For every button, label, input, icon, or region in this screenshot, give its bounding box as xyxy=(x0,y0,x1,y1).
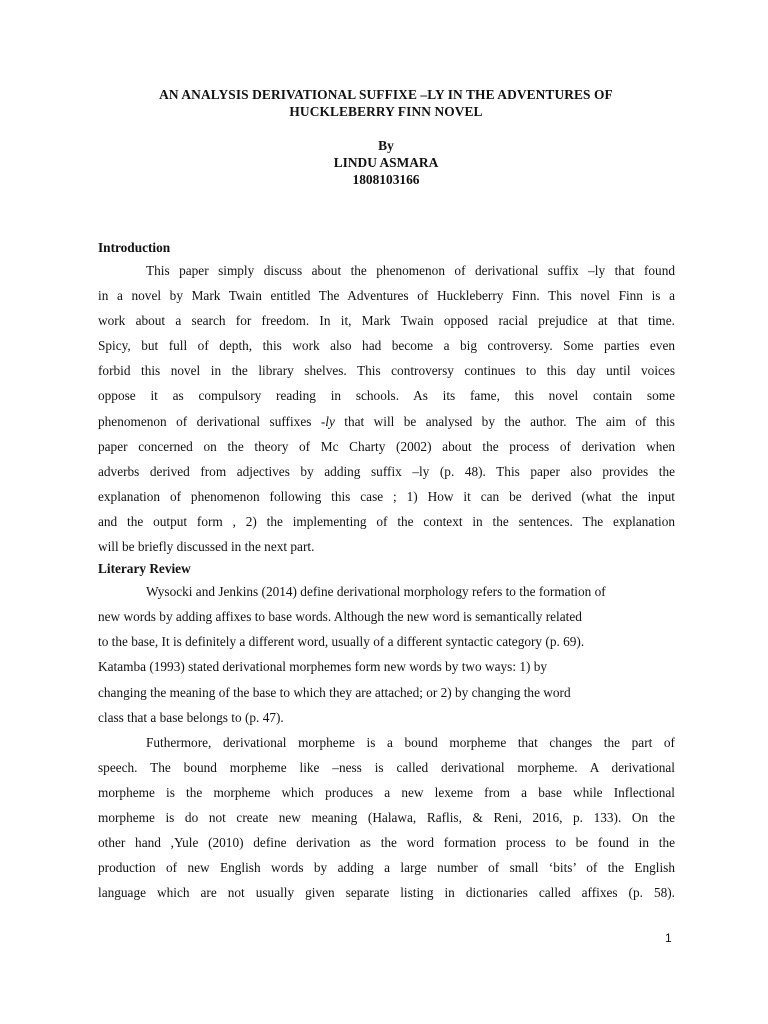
paragraph-line: speech. The bound morpheme like –ness is called derivational morpheme. A derivational xyxy=(98,759,675,775)
paragraph-line: This paper simply discuss about the phenomenon of derivational suffix –ly that found xyxy=(146,263,675,278)
paragraph-line: language which are not usually given separate listing in dictionaries called affixes (p. 58). xyxy=(98,885,675,901)
line-text: that will be analysed by the author. The aim of this xyxy=(334,413,675,429)
paragraph-line: new words by adding affixes to base words. Although the new word is semantically related xyxy=(98,609,582,625)
paragraph-line: morpheme is the morpheme which produces a new lexeme from a base while Inflectional xyxy=(98,784,675,800)
author-name: LINDU ASMARA xyxy=(333,155,439,170)
paragraph-line: forbid this novel in the library shelves. This controversy continues to this day until voices xyxy=(98,363,675,379)
paragraph-line: morpheme is do not create new meaning (Halawa, Raflis, & Reni, 2016, p. 133). On the xyxy=(98,809,675,825)
literary-review-paragraph-1 xyxy=(98,579,675,730)
paragraph-line: changing the meaning of the base to which they are attached; or 2) by changing the word xyxy=(98,684,571,700)
paragraph-line: other hand ,Yule (2010) define derivation as the word formation process to be found in the xyxy=(98,835,675,851)
italic-suffix: ly xyxy=(325,413,335,429)
paragraph-line: Futhermore, derivational morpheme is a bound morpheme that changes the part of xyxy=(146,734,675,750)
document-title xyxy=(98,86,674,120)
author-block xyxy=(98,137,674,188)
paragraph-line: production of new English words by adding a large number of small ‘bits’ of the English xyxy=(98,860,675,876)
paragraph-line: adverbs derived from adjectives by adding suffix –ly (p. 48). This paper also provides the xyxy=(98,463,675,479)
paragraph-line: will be briefly discussed in the next part. xyxy=(98,539,315,555)
paragraph-line: class that a base belongs to (p. 47). xyxy=(98,709,284,725)
paragraph-line: Wysocki and Jenkins (2014) define derivational morphology refers to the formation of xyxy=(146,584,606,600)
section-heading-introduction: Introduction xyxy=(98,240,171,255)
paragraph-line: to the base, It is definitely a different word, usually of a different syntactic category (p. 69). xyxy=(98,634,585,650)
title-line-1: AN ANALYSIS DERIVATIONAL SUFFIXE –LY IN THE ADVENTURES OF xyxy=(159,87,613,102)
paragraph-line: work about a search for freedom. In it, Mark Twain opposed racial prejudice at that time. xyxy=(98,313,675,329)
paragraph-line: Spicy, but full of depth, this work also had become a big controversy. Some parties even xyxy=(98,338,675,354)
paragraph-line: oppose it as compulsory reading in schools. As its fame, this novel contain some xyxy=(98,388,675,404)
student-id: 1808103166 xyxy=(352,172,420,187)
title-line-2: HUCKLEBERRY FINN NOVEL xyxy=(289,104,483,119)
paragraph-line: Katamba (1993) stated derivational morphemes form new words by two ways: 1) by xyxy=(98,659,548,675)
paragraph-line: and the output form , 2) the implementing of the context in the sentences. The explanation xyxy=(98,513,675,529)
paragraph-line: in a novel by Mark Twain entitled The Adventures of Huckleberry Finn. This novel Finn is a xyxy=(98,288,675,304)
section-heading-literary-review: Literary Review xyxy=(98,561,191,577)
literary-review-paragraph-2 xyxy=(98,730,675,906)
document-body xyxy=(98,238,675,905)
line-text: phenomenon of derivational suffixes - xyxy=(98,413,326,429)
page-number: 1 xyxy=(665,931,672,945)
paragraph-line xyxy=(98,409,675,434)
paragraph-line: paper concerned on the theory of Mc Charty (2002) about the process of derivation when xyxy=(98,438,675,454)
by-label: By xyxy=(378,138,394,153)
introduction-paragraph xyxy=(98,258,675,559)
paragraph-line: explanation of phenomenon following this case ; 1) How it can be derived (what the input xyxy=(98,488,675,504)
